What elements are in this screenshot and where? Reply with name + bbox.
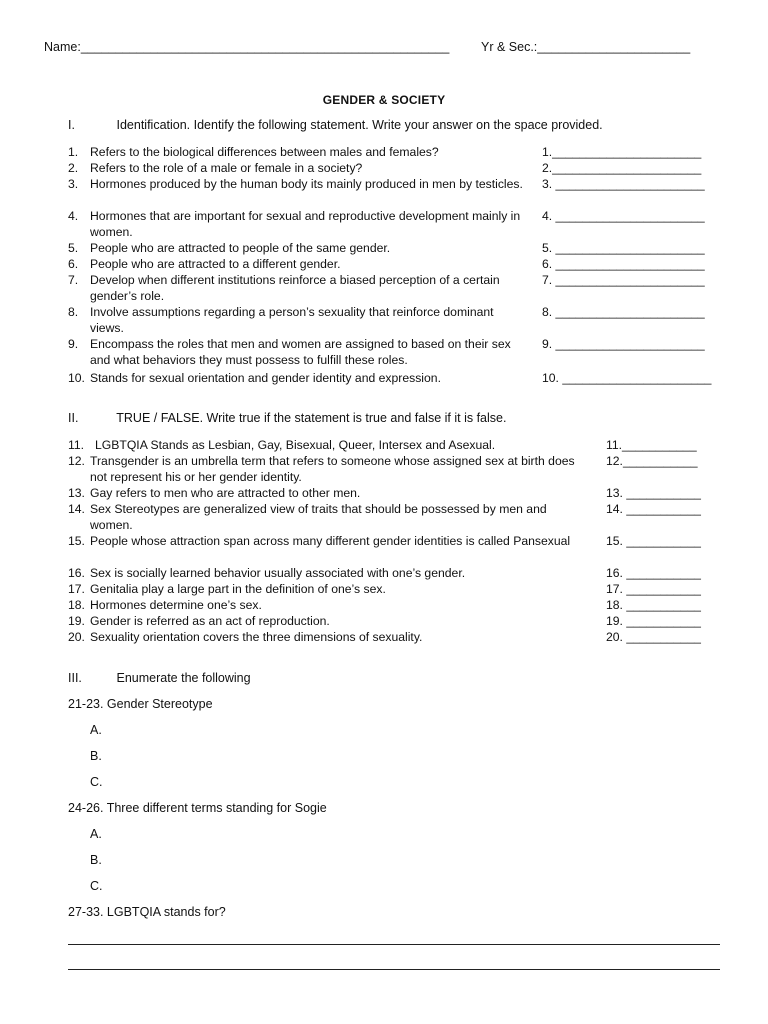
question-number: 14. bbox=[68, 502, 85, 516]
question-text: People who are attracted to a different gender. bbox=[90, 257, 341, 271]
section-2-heading bbox=[68, 411, 506, 425]
answer-line[interactable] bbox=[68, 969, 720, 970]
option-b: B. bbox=[90, 853, 102, 867]
question-text: People whose attraction span across many different gender identities is called Pansexual bbox=[90, 534, 571, 548]
answer-blank-1[interactable]: 1.______________________ bbox=[542, 145, 702, 159]
question-text: Develop when different institutions reinforce a biased perception of a certain gender’s role. bbox=[90, 273, 500, 303]
question-number: 15. bbox=[68, 534, 85, 548]
question-number: 5. bbox=[68, 241, 79, 255]
question-text: Gender is referred as an act of reproduction. bbox=[90, 614, 330, 628]
option-a: A. bbox=[90, 827, 102, 841]
question-number: 9. bbox=[68, 337, 79, 351]
answer-blank-6[interactable]: 6. ______________________ bbox=[542, 257, 705, 271]
question-number: 13. bbox=[68, 486, 85, 500]
answer-blank-14[interactable]: 14. ___________ bbox=[606, 502, 701, 516]
question-number: 18. bbox=[68, 598, 85, 612]
enumeration-question-27-33: 27-33. LGBTQIA stands for? bbox=[68, 905, 226, 919]
question-number: 11. bbox=[68, 438, 85, 452]
section-2-instruction: TRUE / FALSE. Write true if the statement is true and false if it is false. bbox=[116, 411, 507, 425]
answer-blank-7[interactable]: 7. ______________________ bbox=[542, 273, 705, 287]
question-text: Hormones determine one’s sex. bbox=[90, 598, 262, 612]
question-text: Sexuality orientation covers the three dimensions of sexuality. bbox=[90, 630, 423, 644]
question-number: 16. bbox=[68, 566, 85, 580]
page-title: GENDER & SOCIETY bbox=[322, 93, 446, 107]
question-text: Refers to the biological differences between males and females? bbox=[90, 145, 439, 159]
question-text: Genitalia play a large part in the definition of one’s sex. bbox=[90, 582, 386, 596]
section-1-instruction: Identification. Identify the following statement. Write your answer on the space provided. bbox=[116, 118, 603, 132]
answer-blank-17[interactable]: 17. ___________ bbox=[606, 582, 701, 596]
question-number: 19. bbox=[68, 614, 85, 628]
answer-blank-4[interactable]: 4. ______________________ bbox=[542, 209, 705, 223]
question-number: 6. bbox=[68, 257, 79, 271]
question-number: 17. bbox=[68, 582, 85, 596]
answer-blank-2[interactable]: 2.______________________ bbox=[542, 161, 702, 175]
question-number: 12. bbox=[68, 454, 85, 468]
section-3-instruction: Enumerate the following bbox=[116, 671, 251, 685]
enumeration-question-24-26: 24-26. Three different terms standing for Sogie bbox=[68, 801, 327, 815]
question-text: Involve assumptions regarding a person’s sexuality that reinforce dominant views. bbox=[90, 305, 494, 335]
question-text: Sex is socially learned behavior usually associated with one’s gender. bbox=[90, 566, 466, 580]
answer-blank-18[interactable]: 18. ___________ bbox=[606, 598, 701, 612]
option-b: B. bbox=[90, 749, 102, 763]
answer-blank-11[interactable]: 11.___________ bbox=[606, 438, 697, 452]
question-number: 20. bbox=[68, 630, 85, 644]
option-c: C. bbox=[90, 775, 103, 789]
section-2-numeral: II. bbox=[68, 411, 79, 425]
answer-blank-15[interactable]: 15. ___________ bbox=[606, 534, 701, 548]
question-number: 8. bbox=[68, 305, 79, 319]
question-text: Encompass the roles that men and women are assigned to based on their sex and what behaviors they must possess to fulfill these roles. bbox=[90, 337, 511, 367]
question-text: Transgender is an umbrella term that refers to someone whose assigned sex at birth does not represent his or her gender identity. bbox=[90, 454, 575, 484]
question-number: 10. bbox=[68, 371, 85, 385]
answer-blank-19[interactable]: 19. ___________ bbox=[606, 614, 701, 628]
question-text: People who are attracted to people of the same gender. bbox=[90, 241, 391, 255]
option-c: C. bbox=[90, 879, 103, 893]
answer-blank-10[interactable]: 10. ______________________ bbox=[542, 371, 712, 385]
question-number: 4. bbox=[68, 209, 79, 223]
question-text: Hormones produced by the human body its mainly produced in men by testicles. bbox=[90, 177, 523, 191]
question-text: LGBTQIA Stands as Lesbian, Gay, Bisexual, Queer, Intersex and Asexual. bbox=[95, 438, 496, 452]
answer-blank-20[interactable]: 20. ___________ bbox=[606, 630, 701, 644]
question-text: Hormones that are important for sexual and reproductive development mainly in women. bbox=[90, 209, 521, 239]
answer-blank-5[interactable]: 5. ______________________ bbox=[542, 241, 705, 255]
option-a: A. bbox=[90, 723, 102, 737]
enumeration-question-21-23: 21-23. Gender Stereotype bbox=[68, 697, 213, 711]
question-text: Refers to the role of a male or female in a society? bbox=[90, 161, 363, 175]
answer-blank-16[interactable]: 16. ___________ bbox=[606, 566, 701, 580]
answer-blank-8[interactable]: 8. ______________________ bbox=[542, 305, 705, 319]
question-number: 2. bbox=[68, 161, 79, 175]
question-text: Stands for sexual orientation and gender identity and expression. bbox=[90, 371, 441, 385]
section-1-numeral: I. bbox=[68, 118, 75, 132]
answer-blank-13[interactable]: 13. ___________ bbox=[606, 486, 701, 500]
answer-blank-9[interactable]: 9. ______________________ bbox=[542, 337, 705, 351]
answer-blank-12[interactable]: 12.___________ bbox=[606, 454, 698, 468]
question-text: Gay refers to men who are attracted to other men. bbox=[90, 486, 361, 500]
question-number: 7. bbox=[68, 273, 79, 287]
question-number: 1. bbox=[68, 145, 79, 159]
question-text: Sex Stereotypes are generalized view of traits that should be possessed by men and women. bbox=[90, 502, 547, 532]
answer-blank-3[interactable]: 3. ______________________ bbox=[542, 177, 705, 191]
name-field[interactable]: Name:_____________________________________________________ bbox=[44, 40, 450, 54]
section-3-numeral: III. bbox=[68, 671, 82, 685]
answer-line[interactable] bbox=[68, 944, 720, 945]
year-section-field[interactable]: Yr & Sec.:______________________ bbox=[481, 40, 691, 54]
question-number: 3. bbox=[68, 177, 79, 191]
section-3-heading bbox=[68, 671, 251, 685]
section-1-heading bbox=[68, 118, 603, 132]
